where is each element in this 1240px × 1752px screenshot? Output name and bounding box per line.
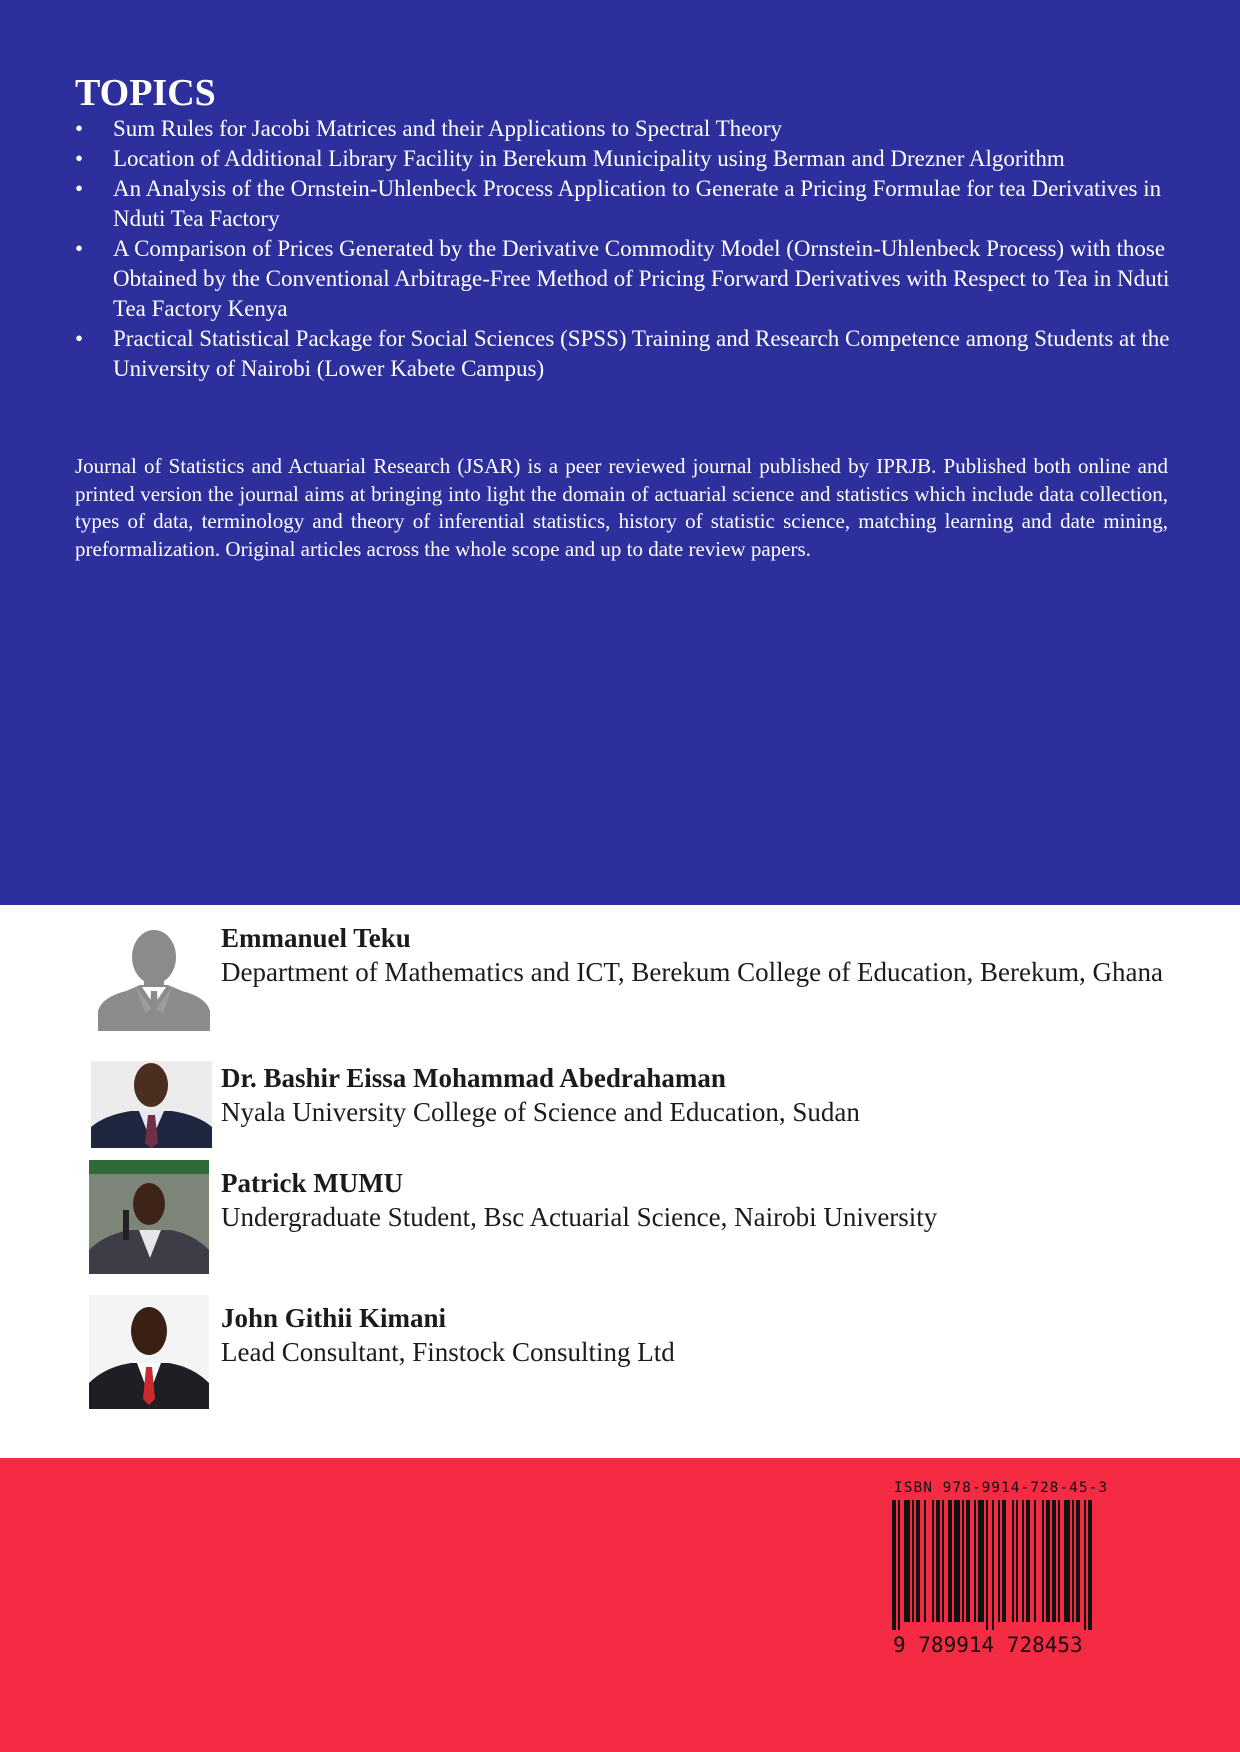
barcode-icon bbox=[888, 1500, 1100, 1630]
isbn-label: ISBN 978-9914-728-45-3 bbox=[894, 1480, 1109, 1496]
author-placeholder-avatar bbox=[96, 927, 212, 1031]
topics-heading: TOPICS bbox=[75, 72, 216, 114]
journal-description: Journal of Statistics and Actuarial Research (JSAR) is a peer reviewed journal published by IPRJB. Published both online and printed version the journal aims at bringing into light the domain of actuarial science and statistics which include data collection, types of data, terminology and theory of inferential statistics, history of statistic science, matching learning and date mining, preformalization. Original articles across the whole scope and up to date review papers. bbox=[75, 454, 1168, 561]
topics-list bbox=[75, 114, 1175, 384]
topic-item bbox=[75, 234, 1175, 324]
author-photo bbox=[89, 1295, 209, 1409]
author-photo bbox=[91, 1061, 212, 1148]
author-portrait-icon bbox=[89, 1295, 209, 1409]
author-name: Emmanuel Teku bbox=[221, 923, 411, 953]
topic-text: Location of Additional Library Facility in Berekum Municipality using Berman and Drezner Algorithm bbox=[113, 146, 1065, 171]
topic-item bbox=[75, 324, 1175, 384]
author-name: Dr. Bashir Eissa Mohammad Abedrahaman bbox=[221, 1063, 726, 1093]
bullet-icon: • bbox=[75, 116, 84, 141]
bullet-icon: • bbox=[75, 146, 84, 171]
topic-item bbox=[75, 144, 1175, 174]
bullet-icon: • bbox=[75, 176, 84, 201]
author-affiliation: Undergraduate Student, Bsc Actuarial Science, Nairobi University bbox=[221, 1202, 938, 1232]
author-photo bbox=[89, 1160, 209, 1274]
bullet-icon: • bbox=[75, 326, 84, 351]
authors-section bbox=[0, 905, 1240, 1458]
topic-text: Sum Rules for Jacobi Matrices and their Applications to Spectral Theory bbox=[113, 116, 782, 141]
bullet-icon: • bbox=[75, 236, 84, 261]
author-name: Patrick MUMU bbox=[221, 1168, 404, 1198]
author-affiliation: Nyala University College of Science and Education, Sudan bbox=[221, 1097, 860, 1127]
author-name: John Githii Kimani bbox=[221, 1303, 447, 1333]
topic-text: A Comparison of Prices Generated by the Derivative Commodity Model (Ornstein-Uhlenbeck Process) with those Obtained by the Conventional Arbitrage-Free Method of Pricing Forward Derivatives with Respect to Tea in Nduti Tea Factory Kenya bbox=[113, 236, 1170, 321]
topic-text: An Analysis of the Ornstein-Uhlenbeck Process Application to Generate a Pricing Formulae for tea Derivatives in Nduti Tea Factory bbox=[113, 176, 1162, 231]
isbn-barcode-digits: 9 789914 728453 bbox=[893, 1633, 1083, 1657]
person-silhouette-icon bbox=[96, 927, 212, 1031]
topic-item bbox=[75, 114, 1175, 144]
author-affiliation: Lead Consultant, Finstock Consulting Ltd bbox=[221, 1337, 675, 1367]
author-affiliation: Department of Mathematics and ICT, Berekum College of Education, Berekum, Ghana bbox=[221, 957, 1163, 987]
topic-text: Practical Statistical Package for Social Sciences (SPSS) Training and Research Competence among Students at the University of Nairobi (Lower Kabete Campus) bbox=[113, 326, 1170, 381]
author-portrait-icon bbox=[91, 1061, 212, 1148]
author-portrait-icon bbox=[89, 1160, 209, 1274]
topic-item bbox=[75, 174, 1175, 234]
